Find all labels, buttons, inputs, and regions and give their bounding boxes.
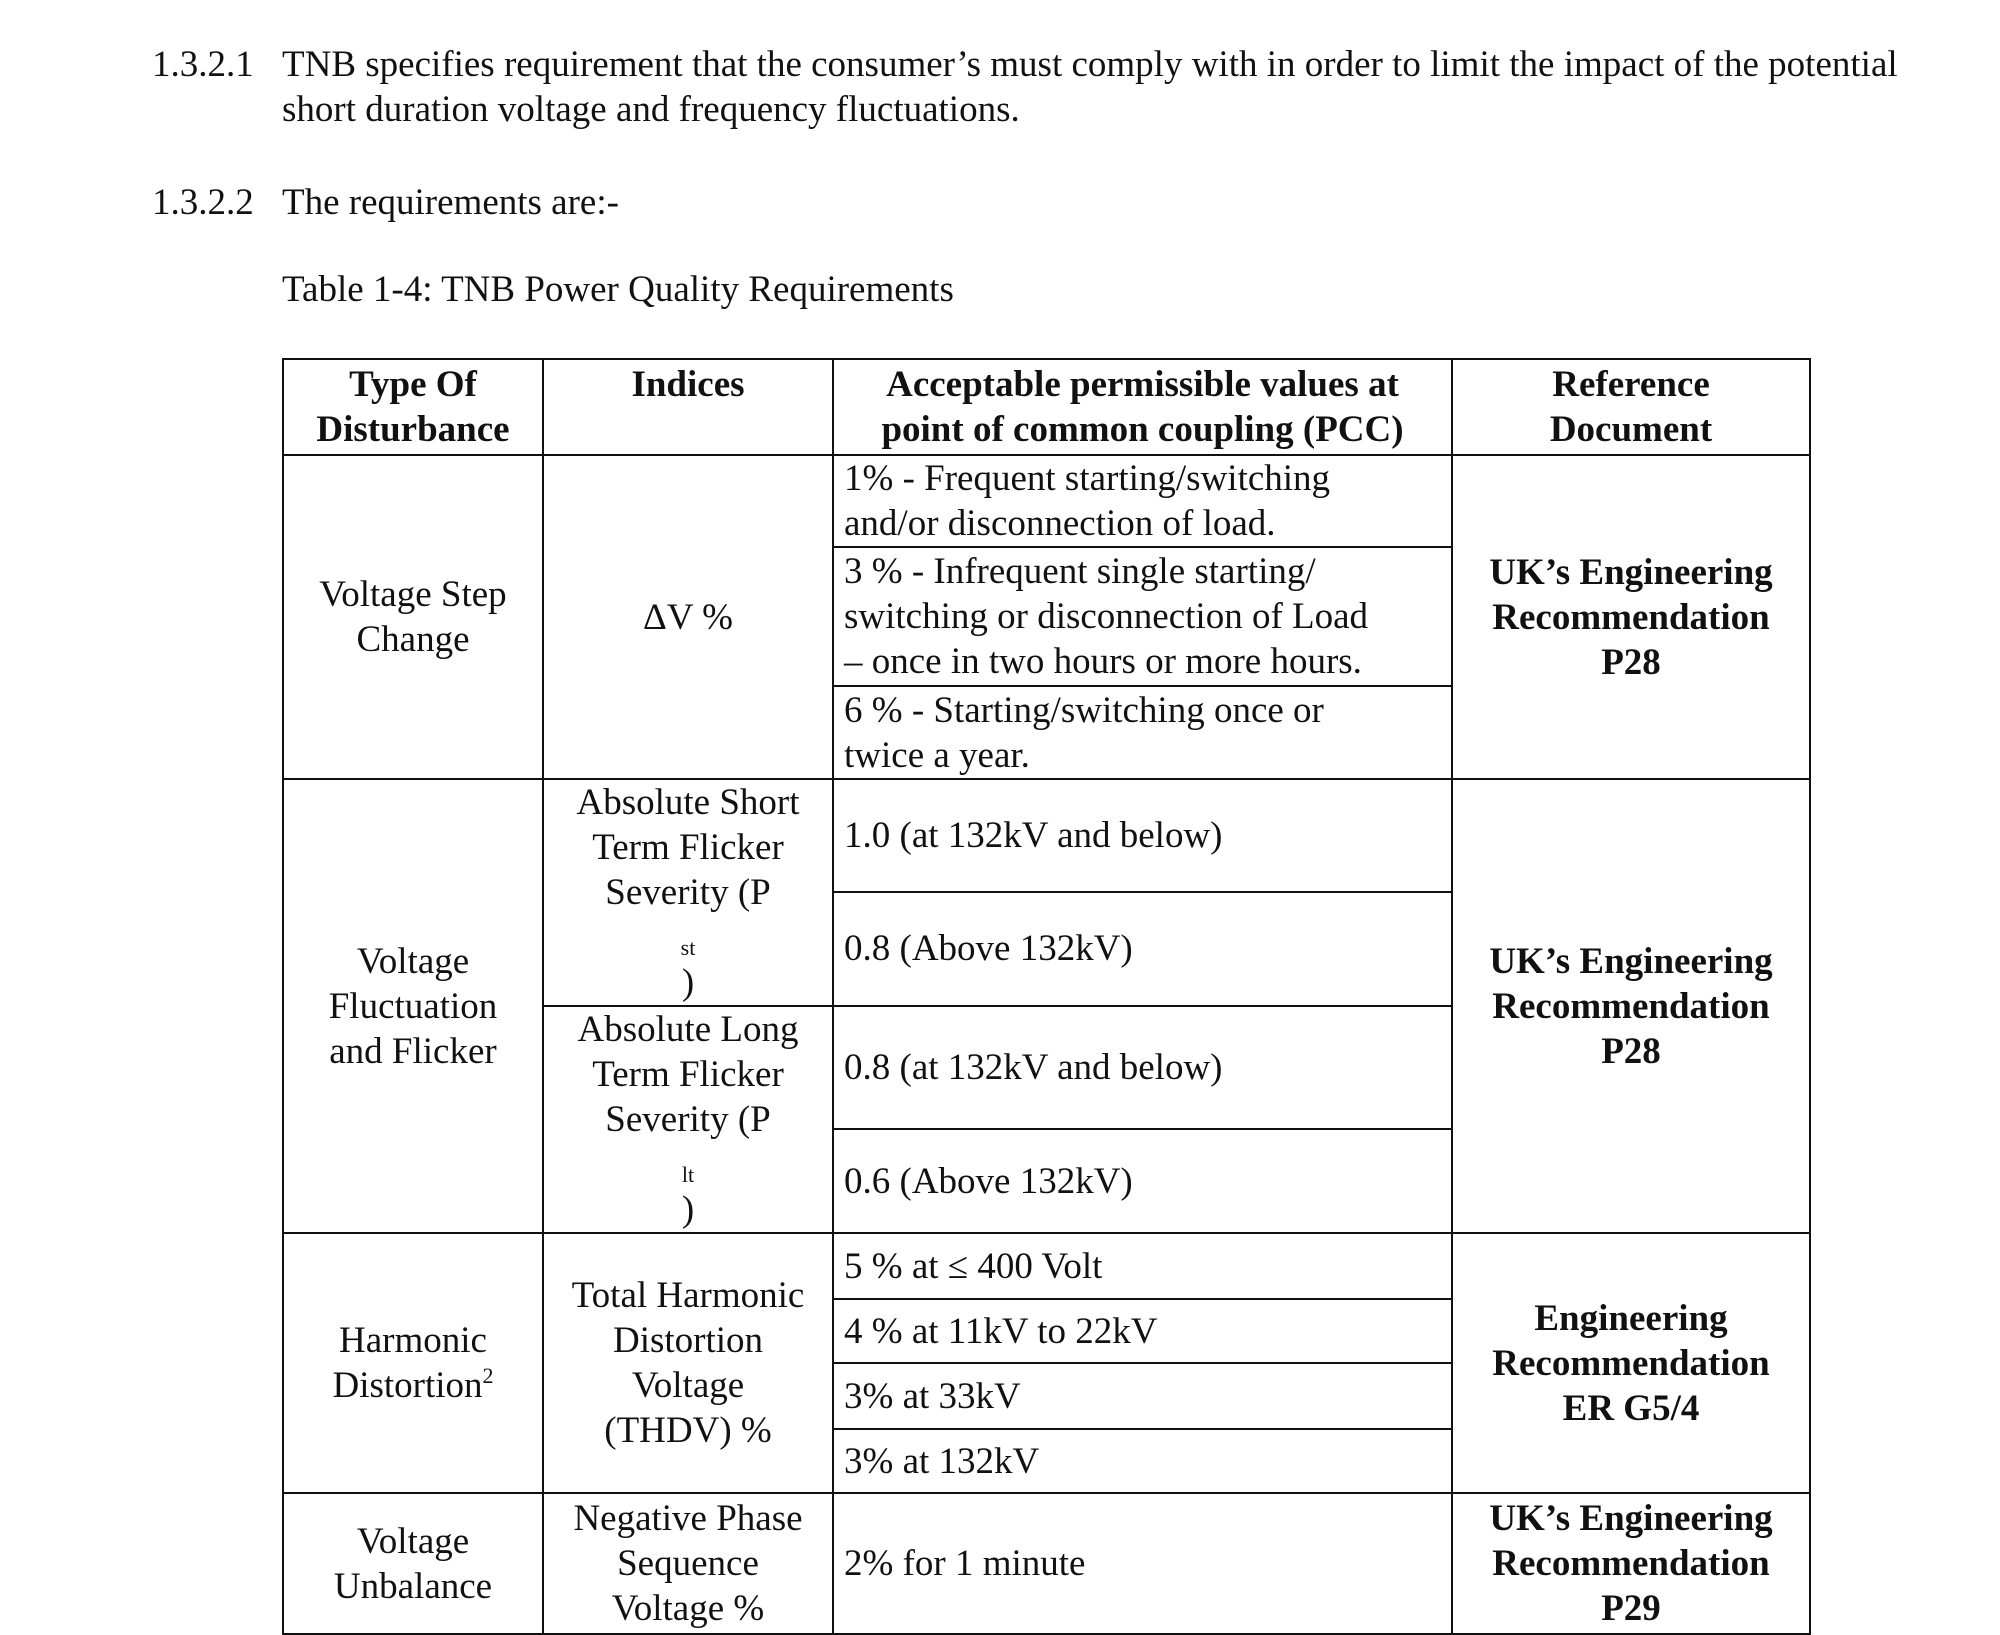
index-subscript: st bbox=[680, 935, 696, 960]
cell-line: Voltage bbox=[631, 1365, 745, 1406]
disturbance-voltage-fluctuation-flicker bbox=[283, 779, 543, 1233]
value-cell bbox=[833, 686, 1452, 779]
value-cell: 5 % at ≤ 400 Volt bbox=[833, 1233, 1452, 1299]
value-cell: 0.6 (Above 132kV) bbox=[833, 1129, 1452, 1233]
type-text: Distortion bbox=[332, 1365, 483, 1406]
index-subscript: lt bbox=[681, 1162, 695, 1187]
index-long-term-flicker bbox=[543, 1006, 833, 1233]
header-indices: Indices bbox=[543, 359, 833, 455]
cell-line: UK’s Engineering bbox=[1489, 940, 1773, 982]
cell-line: Absolute Long bbox=[577, 1009, 799, 1050]
index-text: ) bbox=[681, 1189, 695, 1230]
disturbance-voltage-step-change bbox=[283, 455, 543, 779]
clause-text: TNB specifies requirement that the consumer’s must comply with in order to limit the impact of the potential short duration voltage and frequency fluctuations. bbox=[282, 44, 1898, 130]
value-cell: 1.0 (at 132kV and below) bbox=[833, 779, 1452, 892]
clause-number: 1.3.2.1 bbox=[152, 44, 254, 85]
header-line: Acceptable permissible values at bbox=[886, 364, 1399, 405]
cell-line: Recommendation bbox=[1492, 985, 1770, 1027]
cell-line: Voltage Step bbox=[319, 574, 507, 615]
cell-line: 3 % - Infrequent single starting/ bbox=[844, 551, 1316, 592]
cell-line: 6 % - Starting/switching once or bbox=[844, 689, 1324, 731]
value-cell: 0.8 (Above 132kV) bbox=[833, 892, 1452, 1006]
cell-line: ER G5/4 bbox=[1562, 1387, 1700, 1429]
disturbance-harmonic-distortion bbox=[283, 1233, 543, 1493]
index-text: Severity (P bbox=[605, 1099, 771, 1140]
value-cell: 0.8 (at 132kV and below) bbox=[833, 1006, 1452, 1129]
value-cell: 4 % at 11kV to 22kV bbox=[833, 1299, 1452, 1363]
cell-line: P28 bbox=[1601, 641, 1661, 683]
cell-line: and Flicker bbox=[329, 1030, 497, 1072]
cell-line: Total Harmonic bbox=[571, 1275, 805, 1316]
cell-line: Recommendation bbox=[1492, 596, 1770, 638]
index-thdv bbox=[543, 1233, 833, 1493]
value-cell: 3% at 132kV bbox=[833, 1429, 1452, 1493]
footnote-marker: 2 bbox=[482, 1363, 494, 1388]
reference-p29 bbox=[1452, 1493, 1810, 1634]
cell-line: Fluctuation bbox=[328, 985, 498, 1027]
cell-line: 1% - Frequent starting/switching bbox=[844, 458, 1331, 499]
cell-line bbox=[554, 870, 822, 1005]
cell-line: Term Flicker bbox=[592, 827, 784, 868]
cell-line: switching or disconnection of Load bbox=[844, 596, 1369, 637]
cell-line: UK’s Engineering bbox=[1489, 551, 1773, 593]
value-cell: 2% for 1 minute bbox=[833, 1493, 1452, 1634]
cell-line bbox=[294, 1363, 532, 1408]
cell-line: Voltage % bbox=[611, 1588, 765, 1629]
table-header-row bbox=[283, 359, 1810, 455]
clause-text: The requirements are:- bbox=[282, 182, 619, 223]
power-quality-table bbox=[282, 358, 1811, 1635]
index-delta-v: ΔV % bbox=[543, 455, 833, 779]
value-cell bbox=[833, 455, 1452, 547]
cell-line: Sequence bbox=[617, 1543, 759, 1584]
cell-line: Recommendation bbox=[1492, 1342, 1770, 1384]
table-row bbox=[283, 779, 1810, 892]
cell-line: P28 bbox=[1601, 1030, 1661, 1072]
disturbance-voltage-unbalance bbox=[283, 1493, 543, 1634]
value-cell: 3% at 33kV bbox=[833, 1363, 1452, 1429]
cell-line bbox=[554, 1097, 822, 1232]
value-cell bbox=[833, 547, 1452, 686]
index-text: ) bbox=[681, 962, 695, 1003]
table-row bbox=[283, 1493, 1810, 1634]
header-line: Document bbox=[1549, 409, 1713, 450]
header-reference-document bbox=[1452, 359, 1810, 455]
reference-p28 bbox=[1452, 455, 1810, 779]
cell-line: twice a year. bbox=[844, 734, 1030, 776]
cell-line: (THDV) % bbox=[604, 1410, 772, 1451]
cell-line: and/or disconnection of load. bbox=[844, 503, 1276, 544]
cell-line: Recommendation bbox=[1492, 1543, 1770, 1584]
cell-line: Term Flicker bbox=[592, 1054, 784, 1095]
table-row bbox=[283, 455, 1810, 547]
cell-line: Negative Phase bbox=[573, 1498, 803, 1539]
cell-line: Change bbox=[356, 619, 470, 660]
cell-line: Engineering bbox=[1534, 1297, 1728, 1339]
header-type-of-disturbance bbox=[283, 359, 543, 455]
header-line: Type Of bbox=[349, 364, 477, 405]
index-text: Severity (P bbox=[605, 872, 771, 913]
reference-p28 bbox=[1452, 779, 1810, 1233]
cell-line: – once in two hours or more hours. bbox=[844, 641, 1362, 682]
cell-line: P29 bbox=[1601, 1588, 1661, 1629]
index-short-term-flicker bbox=[543, 779, 833, 1006]
clause-number: 1.3.2.2 bbox=[152, 182, 254, 223]
header-line: Disturbance bbox=[316, 409, 510, 450]
header-line: Reference bbox=[1552, 364, 1710, 405]
cell-line: UK’s Engineering bbox=[1489, 1498, 1773, 1539]
cell-line: Harmonic bbox=[339, 1320, 487, 1361]
cell-line: Voltage bbox=[356, 1520, 470, 1562]
header-line: point of common coupling (PCC) bbox=[881, 409, 1404, 450]
reference-er-g5-4 bbox=[1452, 1233, 1810, 1493]
cell-line: Distortion bbox=[612, 1320, 764, 1361]
cell-line: Absolute Short bbox=[576, 782, 800, 823]
table-row bbox=[283, 1233, 1810, 1299]
header-acceptable-values bbox=[833, 359, 1452, 455]
index-negative-phase-sequence bbox=[543, 1493, 833, 1634]
cell-line: Voltage bbox=[356, 940, 470, 982]
cell-line: Unbalance bbox=[333, 1565, 493, 1607]
table-caption: Table 1-4: TNB Power Quality Requirements bbox=[282, 269, 954, 310]
